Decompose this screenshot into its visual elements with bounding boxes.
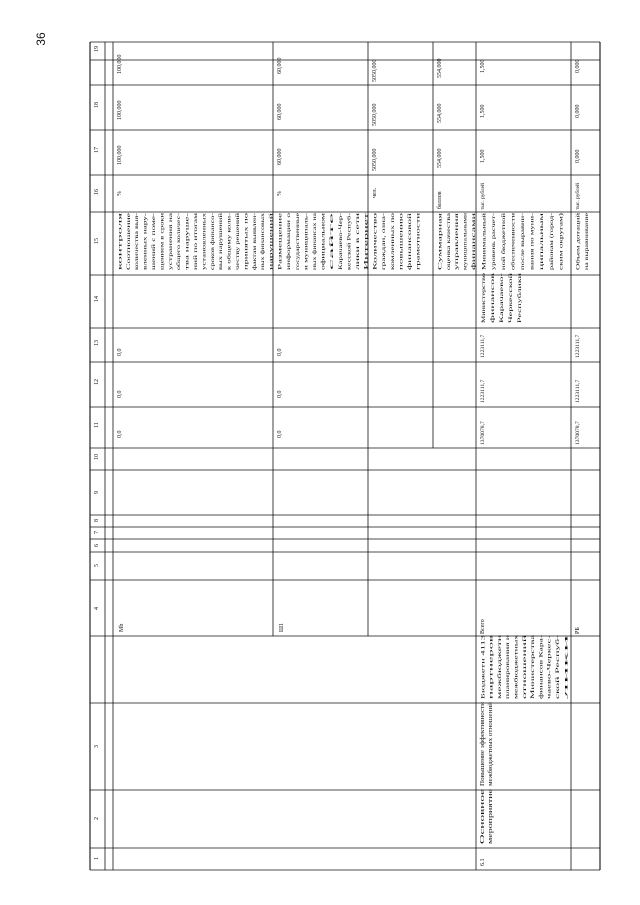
r5-c5: Всего xyxy=(480,619,486,634)
r6-c15 xyxy=(575,212,591,270)
r5-c4-line: межбюджетных xyxy=(513,661,520,699)
r5-c11: 1370078,7 xyxy=(480,421,486,445)
col-num-13: 13 xyxy=(94,340,100,346)
r6-c5: РБ xyxy=(575,627,581,634)
r5-c15-line: районам (город- xyxy=(548,231,555,270)
column-rules xyxy=(90,42,600,870)
r1-c15-line: сроков финансо- xyxy=(209,230,216,270)
r3-c17: 5050,000 xyxy=(372,148,378,171)
r4-c16: баллов xyxy=(437,191,443,209)
r5-c4-line: финансов Кара- xyxy=(538,661,545,699)
r4-c15-line: оценка качества xyxy=(445,231,452,270)
r1-c15-line: к общему коли- xyxy=(226,232,233,270)
r1-c15-line: количества выя- xyxy=(134,231,141,270)
table-row-5 xyxy=(479,60,569,867)
r5-c4-line: отношений xyxy=(521,672,528,699)
r5-c4-line: Министерства xyxy=(530,664,537,699)
r4-c15-line: управления xyxy=(454,242,461,270)
col-num-12: 12 xyxy=(94,379,100,385)
r2-c15-line: и муниципаль- xyxy=(303,234,310,270)
r5-c14-line: Карачаево- xyxy=(499,296,505,323)
r5-c15-line: Минимальный xyxy=(481,234,488,270)
r3-c16: чел. xyxy=(372,187,378,198)
r2-c12: 0,0 xyxy=(277,390,283,398)
r5-c15-line: уровень расчет- xyxy=(491,232,498,270)
r2-c15-line: государственные xyxy=(294,229,301,270)
r3-c15-line: грамотности xyxy=(415,239,422,270)
r5-c4 xyxy=(480,634,569,699)
r5-c4-line: планирования и xyxy=(505,661,512,699)
r2-c15-line: сайте xyxy=(329,257,336,270)
r3-c19: 5050,000 xyxy=(372,59,378,82)
r5-c13: 1223111,7 xyxy=(480,334,486,358)
r5-c4-line: ской Респуб- xyxy=(555,668,561,699)
col-num-3: 3 xyxy=(94,745,100,748)
col-num-10: 10 xyxy=(94,454,100,460)
r1-c15-line: общего количес- xyxy=(176,230,183,270)
r1-c17: 100,000 xyxy=(117,145,123,165)
r2-c15-line: лики в сети xyxy=(355,242,361,270)
r2-c19: 60,000 xyxy=(277,57,283,74)
r5-c19: 1,500 xyxy=(480,59,486,73)
r5-c15-line: ским округам) xyxy=(558,235,565,270)
r1-c15-line: установленных xyxy=(201,233,208,270)
row-rules xyxy=(90,42,600,870)
col-num-11: 11 xyxy=(94,422,100,428)
r5-c3-line: межбюджетных отношений xyxy=(488,717,494,786)
r3-c15 xyxy=(373,213,422,270)
r1-c15-line: честву решений xyxy=(235,231,241,270)
r5-c17: 1,500 xyxy=(480,149,486,163)
col-num-19: 19 xyxy=(94,46,100,52)
r1-c15-line: шений с поме- xyxy=(151,235,157,270)
r6-c15-line: на выравнивание xyxy=(584,229,591,270)
r5-c3-line: Повышение эффективности xyxy=(480,717,486,786)
r3-c15-line: граждан, озна- xyxy=(381,235,388,270)
r5-c2-line: Основное xyxy=(480,819,486,844)
r1-c16: % xyxy=(117,191,123,196)
r1-c11: 0,0 xyxy=(117,430,123,438)
r5-c14-line: финансов xyxy=(490,299,496,323)
page-number: 36 xyxy=(34,32,48,46)
table-row-1 xyxy=(117,55,275,633)
r2-c15-line: официальном xyxy=(320,237,327,270)
r5-c15-line: после выравни- xyxy=(520,232,526,270)
r2-c15-line: информации о xyxy=(286,235,293,270)
r1-c15-line: тва наруше- xyxy=(184,241,191,270)
r5-c15 xyxy=(481,212,565,270)
col-num-18: 18 xyxy=(94,102,100,108)
r1-c15 xyxy=(117,212,274,270)
r2-c15-line: кесской Респуб- xyxy=(346,231,353,270)
col-num-14: 14 xyxy=(94,296,100,302)
r2-c15-line: Карачаево-Чер- xyxy=(337,232,344,270)
col-num-16: 16 xyxy=(94,189,100,195)
r2-c17: 60,000 xyxy=(277,148,283,165)
r1-c15-line: щением в сроки xyxy=(159,231,166,270)
r4-c15 xyxy=(437,212,477,270)
r2-c15-line: Размещение xyxy=(277,240,284,270)
r6-c11: 1370078,7 xyxy=(575,421,581,445)
column-number-band xyxy=(94,46,100,860)
col-num-1: 1 xyxy=(94,857,100,860)
r3-c18: 5050,000 xyxy=(372,103,378,126)
r5-c15-line: ной бюджетной xyxy=(500,232,507,270)
r2-c18: 60,000 xyxy=(277,103,283,120)
table-row-3 xyxy=(372,60,422,271)
r6-c17: 0,000 xyxy=(575,149,581,163)
r5-c4-line: чаево-Черкес- xyxy=(546,665,553,699)
col-num-2: 2 xyxy=(94,817,100,820)
r2-c11: 0,0 xyxy=(277,430,283,438)
r4-c15-line: Суммарная xyxy=(437,243,444,270)
r1-c15-line: фактам выявлен- xyxy=(251,229,258,270)
r1-c15-line: вых нарушений xyxy=(218,232,225,270)
r5-c14 xyxy=(481,272,523,323)
r1-c15-line: принятых по xyxy=(243,239,250,270)
r5-c15-line: обеспеченности xyxy=(510,231,517,270)
r1-c19: 100,000 xyxy=(117,54,123,74)
col-num-7: 7 xyxy=(94,531,100,534)
r1-c15-line: устранения на xyxy=(167,236,174,270)
r1-c15-line: контроля xyxy=(117,248,124,270)
r6-c16: тыс. рублей xyxy=(575,183,581,210)
col-num-15: 15 xyxy=(94,238,100,244)
r5-c4-line: партнеров xyxy=(488,674,495,699)
r1-c15-line: нарушений xyxy=(268,243,275,270)
r3-c15-line: повышению xyxy=(398,240,405,270)
r6-c13: 1223111,7 xyxy=(575,334,581,358)
r4-c15-line: муниципальными xyxy=(462,227,469,270)
table-row-2 xyxy=(277,58,370,633)
r6-c18: 0,000 xyxy=(575,104,581,118)
col-num-4: 4 xyxy=(94,607,100,610)
col-num-5: 5 xyxy=(94,564,100,567)
r6-c12: 1223111,7 xyxy=(575,379,581,403)
r2-c15-line: ных финансах на xyxy=(312,229,318,270)
r5-c4-line: Бюджетн 4113 xyxy=(480,664,487,699)
r3-c15-line: финансовой xyxy=(407,241,413,270)
r5-c18: 1,500 xyxy=(480,104,486,118)
r3-c15-line: комленных по xyxy=(389,236,396,270)
r4-c18: 554,000 xyxy=(437,103,443,123)
r1-c12: 0,0 xyxy=(117,390,123,398)
r5-c2-line: мероприятие xyxy=(488,811,494,844)
r4-c19: 554,000 xyxy=(437,58,443,78)
r5-c14-line: Министерство xyxy=(481,288,487,323)
r1-c15-line: вленных нару- xyxy=(142,235,149,270)
r1-c15-line: Соотношение xyxy=(125,237,132,270)
table-row-4 xyxy=(436,59,477,271)
r5-c14-line: Республики xyxy=(517,294,523,323)
r5-c2 xyxy=(480,788,494,844)
r6-c19: 0,000 xyxy=(575,59,581,73)
r1-c15-line: ных финансовых xyxy=(260,229,267,270)
col-num-17: 17 xyxy=(94,147,100,153)
r4-c15-line: финансами xyxy=(471,243,477,270)
r5-c4-line: лики xyxy=(563,687,570,699)
r2-c5: Ш1 xyxy=(279,622,285,632)
r1-c18: 100,000 xyxy=(117,100,123,120)
r5-c14-line: Черкесской xyxy=(508,295,514,323)
r3-c15-line: Количество xyxy=(372,242,379,270)
r5-c12: 1223111,7 xyxy=(480,379,486,403)
r5-c15-line: ципальным xyxy=(539,242,546,270)
r5-c3 xyxy=(479,702,494,786)
r2-c13: 0,0 xyxy=(277,348,283,356)
r5-c4-line: межбюджетн xyxy=(496,667,503,699)
r6-c15-line: Объем дотаций xyxy=(575,233,582,270)
table-row-6 xyxy=(574,60,590,635)
r5-c1: 6.1 xyxy=(480,858,486,866)
r1-c15-line: ний по итогам xyxy=(193,235,199,270)
col-num-9: 9 xyxy=(94,491,100,494)
r5-c16: тыс. рублей xyxy=(480,183,486,210)
r4-c17: 554,000 xyxy=(437,148,443,168)
r1-c13: 0,0 xyxy=(117,348,123,356)
r1-c5: Мb xyxy=(119,623,125,632)
r2-c15-line: Интернет xyxy=(363,247,370,270)
col-num-8: 8 xyxy=(94,519,100,522)
r5-c15-line: вания по муни- xyxy=(529,233,536,270)
col-num-6: 6 xyxy=(94,544,100,547)
r2-c15 xyxy=(278,211,370,270)
r2-c16: % xyxy=(277,191,283,196)
